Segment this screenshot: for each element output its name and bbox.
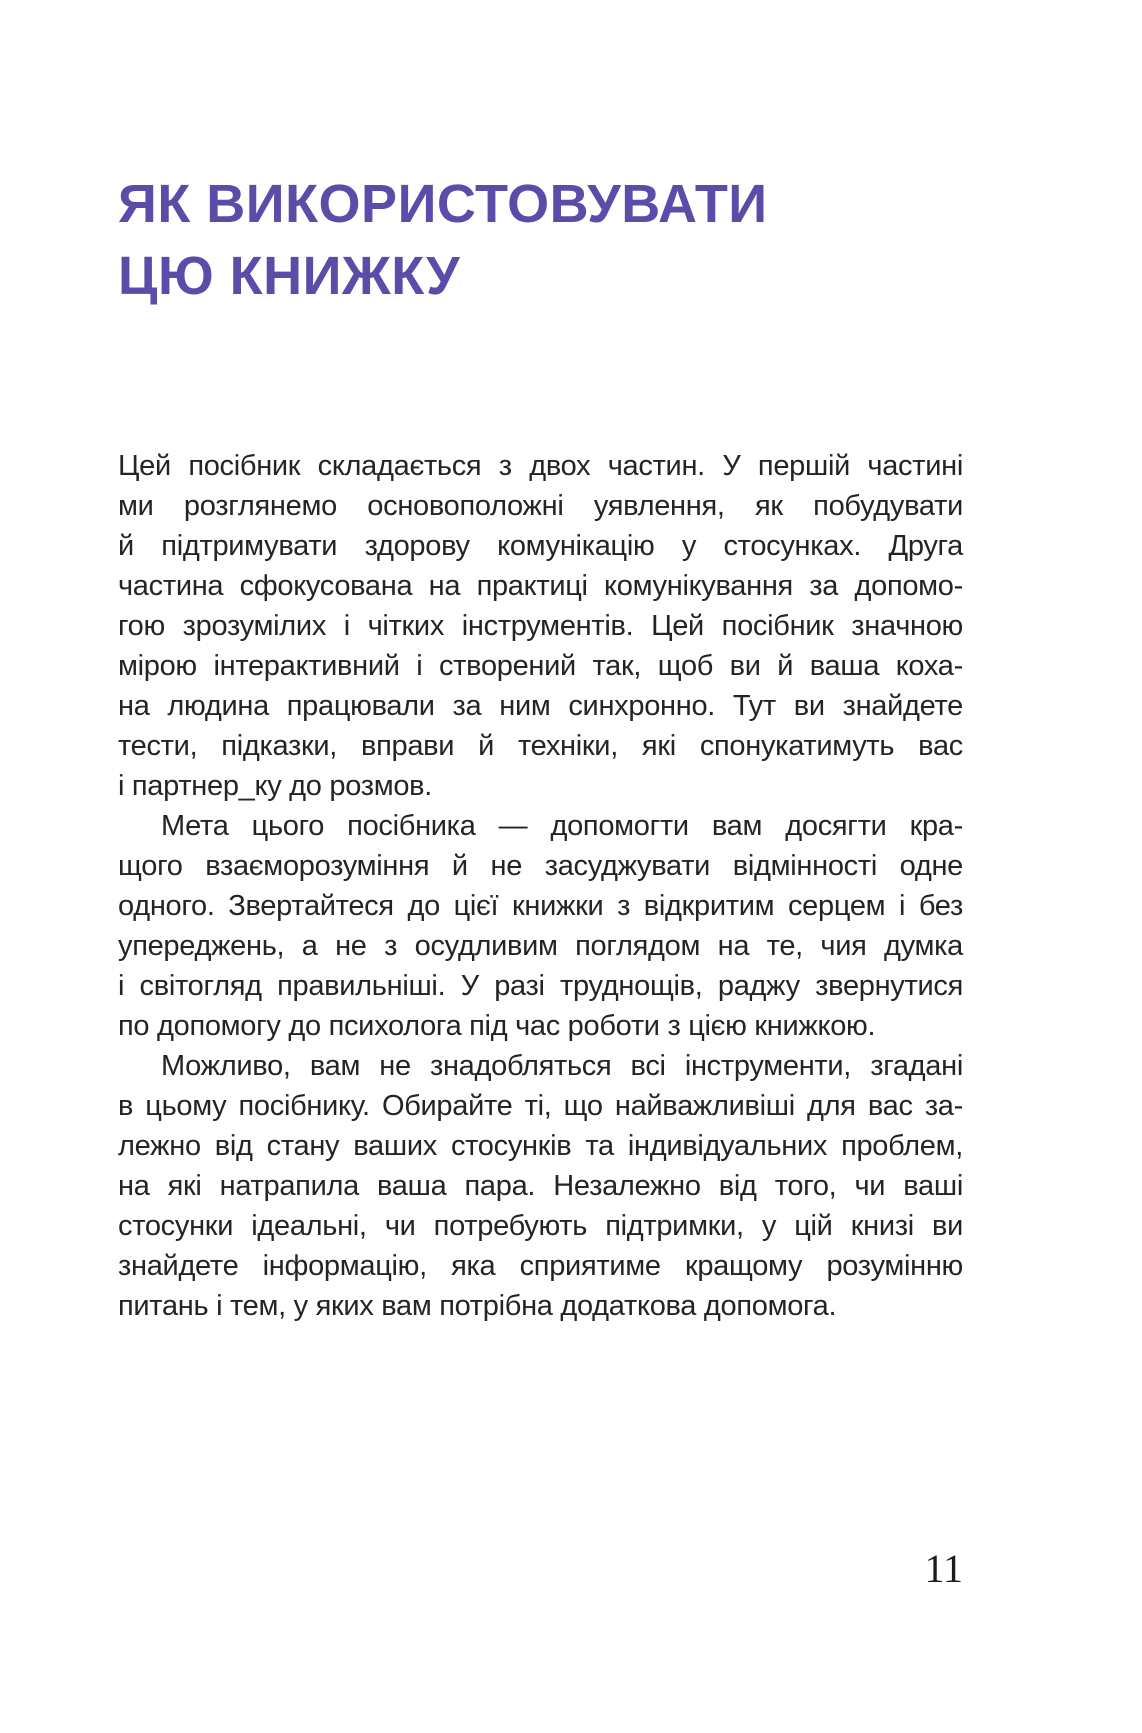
body-text-line: частина сфокусована на практиці комунікування за допомо- [118,570,963,602]
body-text-line: Цей посібник складається з двох частин. У першій частині [118,450,963,482]
chapter-title [118,168,768,312]
body-text-line: тести, підказки, вправи й техніки, які спонукатимуть вас [118,730,963,762]
body-text-line: упереджень, а не з осудливим поглядом на те, чия думка [118,930,963,962]
paragraph [118,806,963,1046]
body-text-line: знайдете інформацію, яка сприятиме кращому розумінню [118,1250,963,1282]
body-text-line: на які натрапила ваша пара. Незалежно від того, чи ваші [118,1170,963,1202]
body-text-line: гою зрозумілих і чітких інструментів. Цей посібник значною [118,610,963,642]
body-text-line: мірою інтерактивний і створений так, щоб ви й ваша коха- [118,650,963,682]
body-text-line: і світогляд правильніші. У разі труднощів, раджу звернутися [118,970,963,1002]
body-text-line: в цьому посібнику. Обирайте ті, що найважливіші для вас за- [118,1090,963,1122]
body-text-line: стосунки ідеальні, чи потребують підтримки, у цій книзі ви [118,1210,963,1242]
body-text-line: і партнер_ку до розмов. [118,770,433,802]
body-text-line: на людина працювали за ним синхронно. Тут ви знайдете [118,690,963,722]
body-text-line: лежно від стану ваших стосунків та індивідуальних проблем, [118,1130,963,1162]
chapter-title-line-1: ЯК ВИКОРИСТОВУВАТИ [118,174,768,234]
body-text-line: Можливо, вам не знадобляться всі інструменти, згадані [161,1050,963,1082]
body-text-line: й підтримувати здорову комунікацію у стосунках. Друга [118,530,963,562]
body-text-line: по допомогу до психолога під час роботи з цією книжкою. [118,1010,876,1042]
chapter-title-line-2: ЦЮ КНИЖКУ [118,246,461,306]
body-text [118,446,963,1326]
body-text-line: Мета цього посібника — допомогти вам досягти кра- [161,810,963,842]
body-text-line: ми розглянемо основоположні уявлення, як побудувати [118,490,963,522]
paragraph [118,446,963,806]
body-text-line: питань і тем, у яких вам потрібна додаткова допомога. [118,1290,837,1322]
paragraph [118,1046,963,1326]
body-text-line: щого взаєморозуміння й не засуджувати відмінності одне [118,850,963,882]
body-text-line: одного. Звертайтеся до цієї книжки з відкритим серцем і без [118,890,963,922]
page-number: 11 [924,1546,963,1591]
